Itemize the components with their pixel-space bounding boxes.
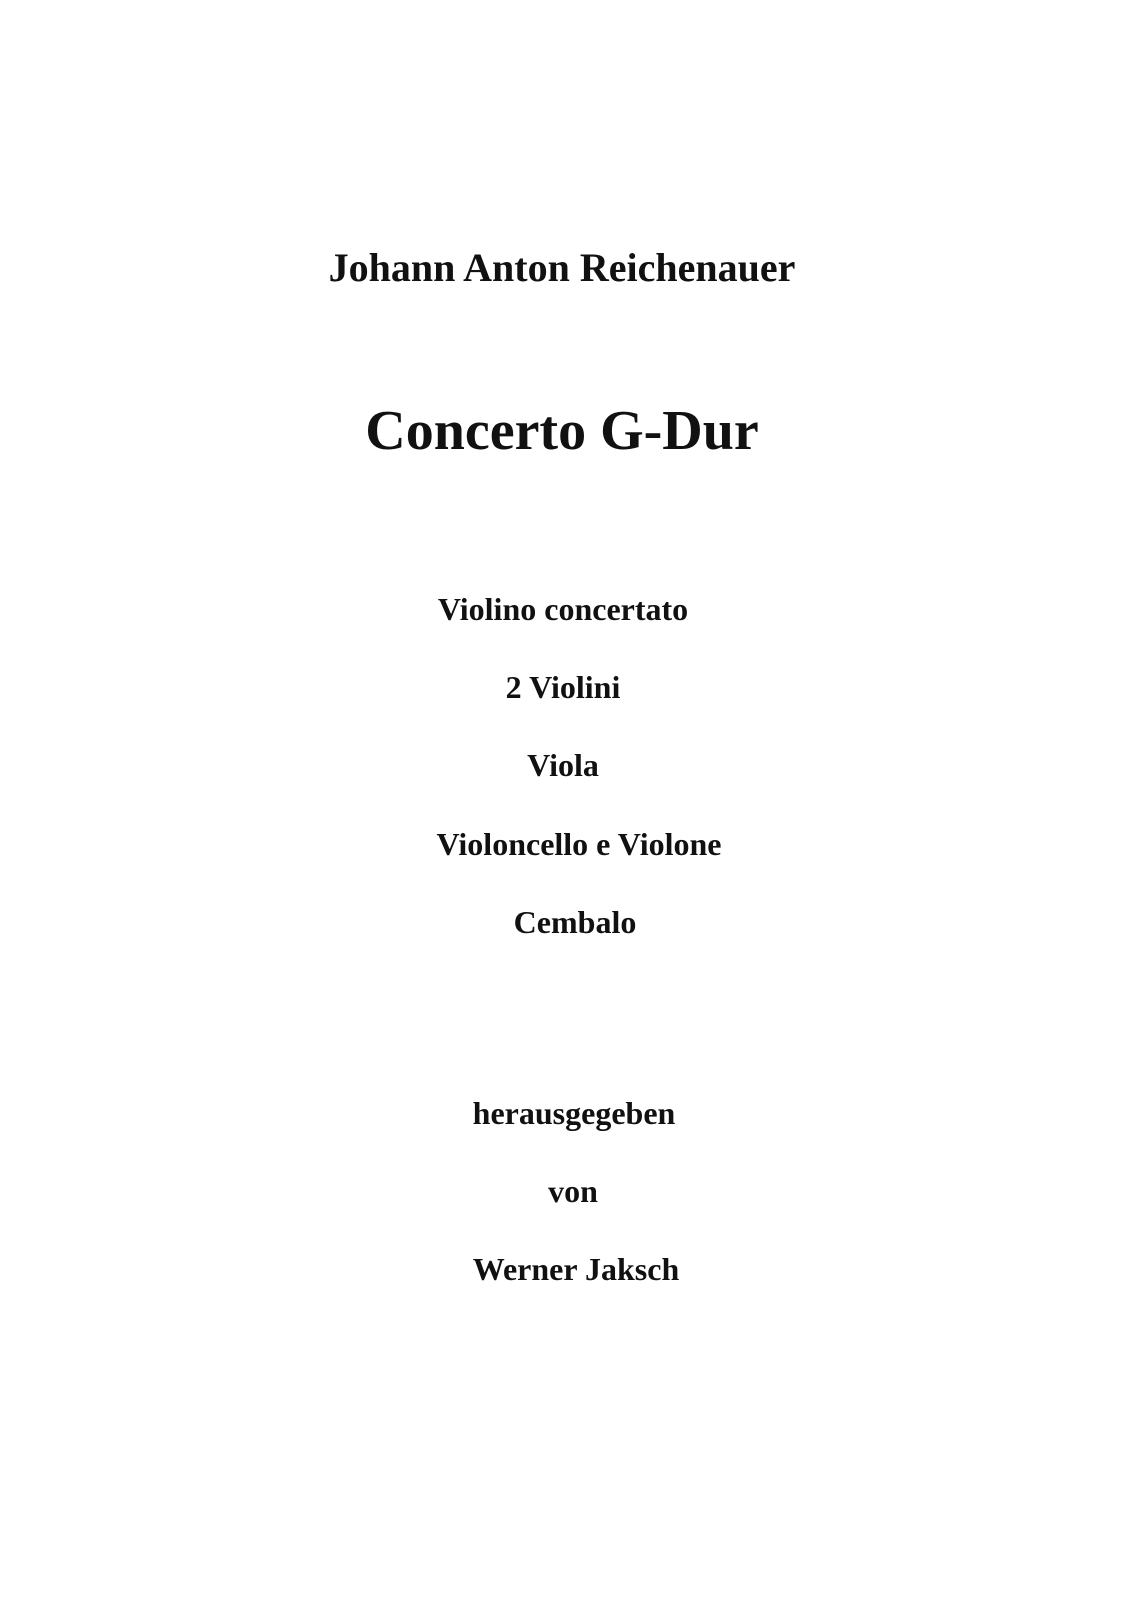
instrument-item: Cembalo bbox=[513, 904, 637, 940]
work-title: Concerto G-Dur bbox=[365, 400, 759, 462]
composer-name: Johann Anton Reichenauer bbox=[328, 245, 796, 290]
editor-credit-line: von bbox=[548, 1173, 598, 1209]
editor-credit-line: herausgegeben bbox=[472, 1095, 676, 1131]
instrument-item: Violino concertato bbox=[437, 591, 689, 627]
editor-name: Werner Jaksch bbox=[472, 1251, 680, 1287]
instrument-item: Viola bbox=[527, 747, 599, 783]
instrument-item: 2 Violini bbox=[505, 669, 621, 705]
instrument-item: Violoncello e Violone bbox=[436, 826, 722, 862]
